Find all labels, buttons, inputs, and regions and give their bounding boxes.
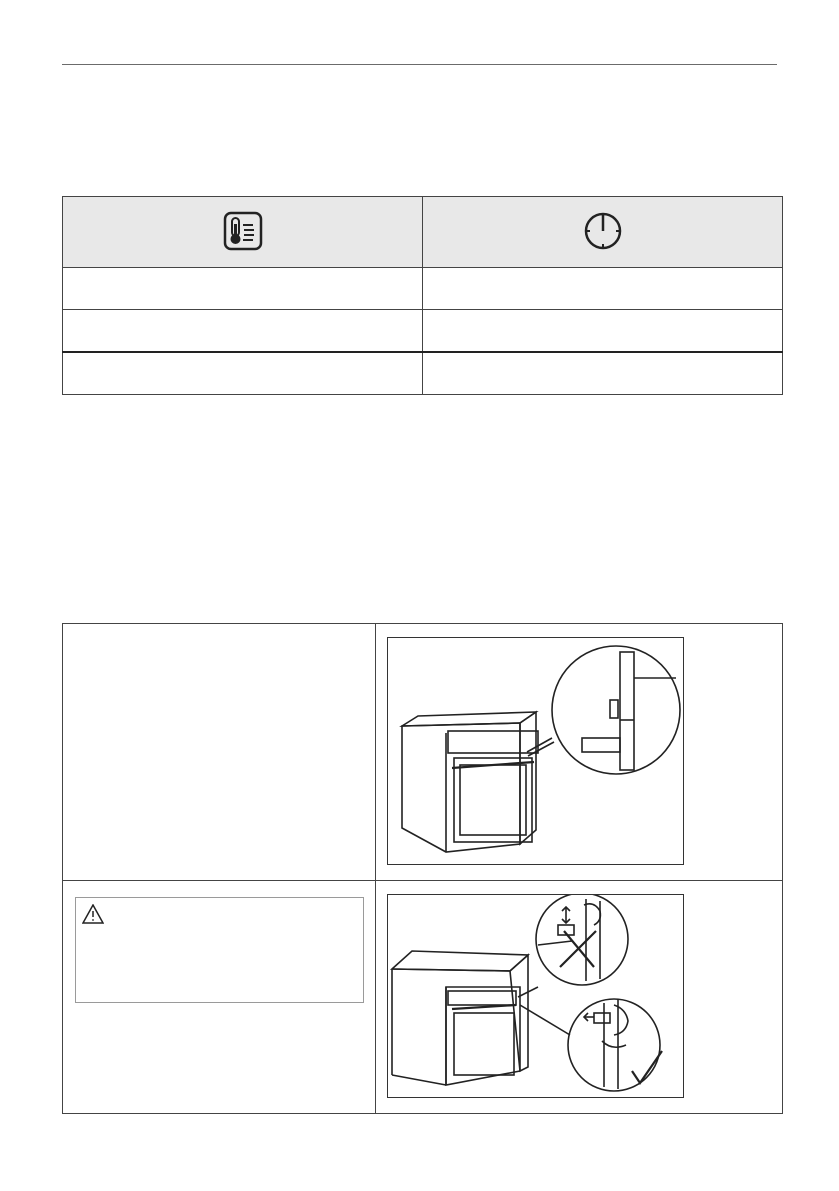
thermometer-icon xyxy=(223,211,263,251)
step-text xyxy=(63,624,376,881)
table-row xyxy=(63,268,783,310)
procedure-step-row xyxy=(63,881,783,1114)
table-cell xyxy=(423,352,783,395)
oven-door-top-edge-detail xyxy=(387,637,684,865)
warning-box xyxy=(75,897,364,1003)
clock-icon xyxy=(583,211,623,251)
table-row xyxy=(63,352,783,395)
step-illustration-cell xyxy=(376,624,783,881)
table-header-row xyxy=(63,197,783,268)
oven-door-handle-lift-correct-incorrect xyxy=(387,894,684,1098)
door-procedure-table xyxy=(62,623,783,1114)
warning-triangle-icon xyxy=(82,904,104,924)
table-cell xyxy=(423,268,783,310)
step-illustration-cell xyxy=(376,881,783,1114)
header-rule xyxy=(62,64,777,65)
temperature-time-table xyxy=(62,196,783,395)
table-cell xyxy=(63,310,423,353)
table-cell xyxy=(423,310,783,353)
temperature-column-header xyxy=(63,197,423,268)
table-cell xyxy=(63,268,423,310)
time-column-header xyxy=(423,197,783,268)
procedure-step-row xyxy=(63,624,783,881)
table-row xyxy=(63,310,783,353)
step-text-cell xyxy=(63,881,376,1114)
table-cell xyxy=(63,352,423,395)
